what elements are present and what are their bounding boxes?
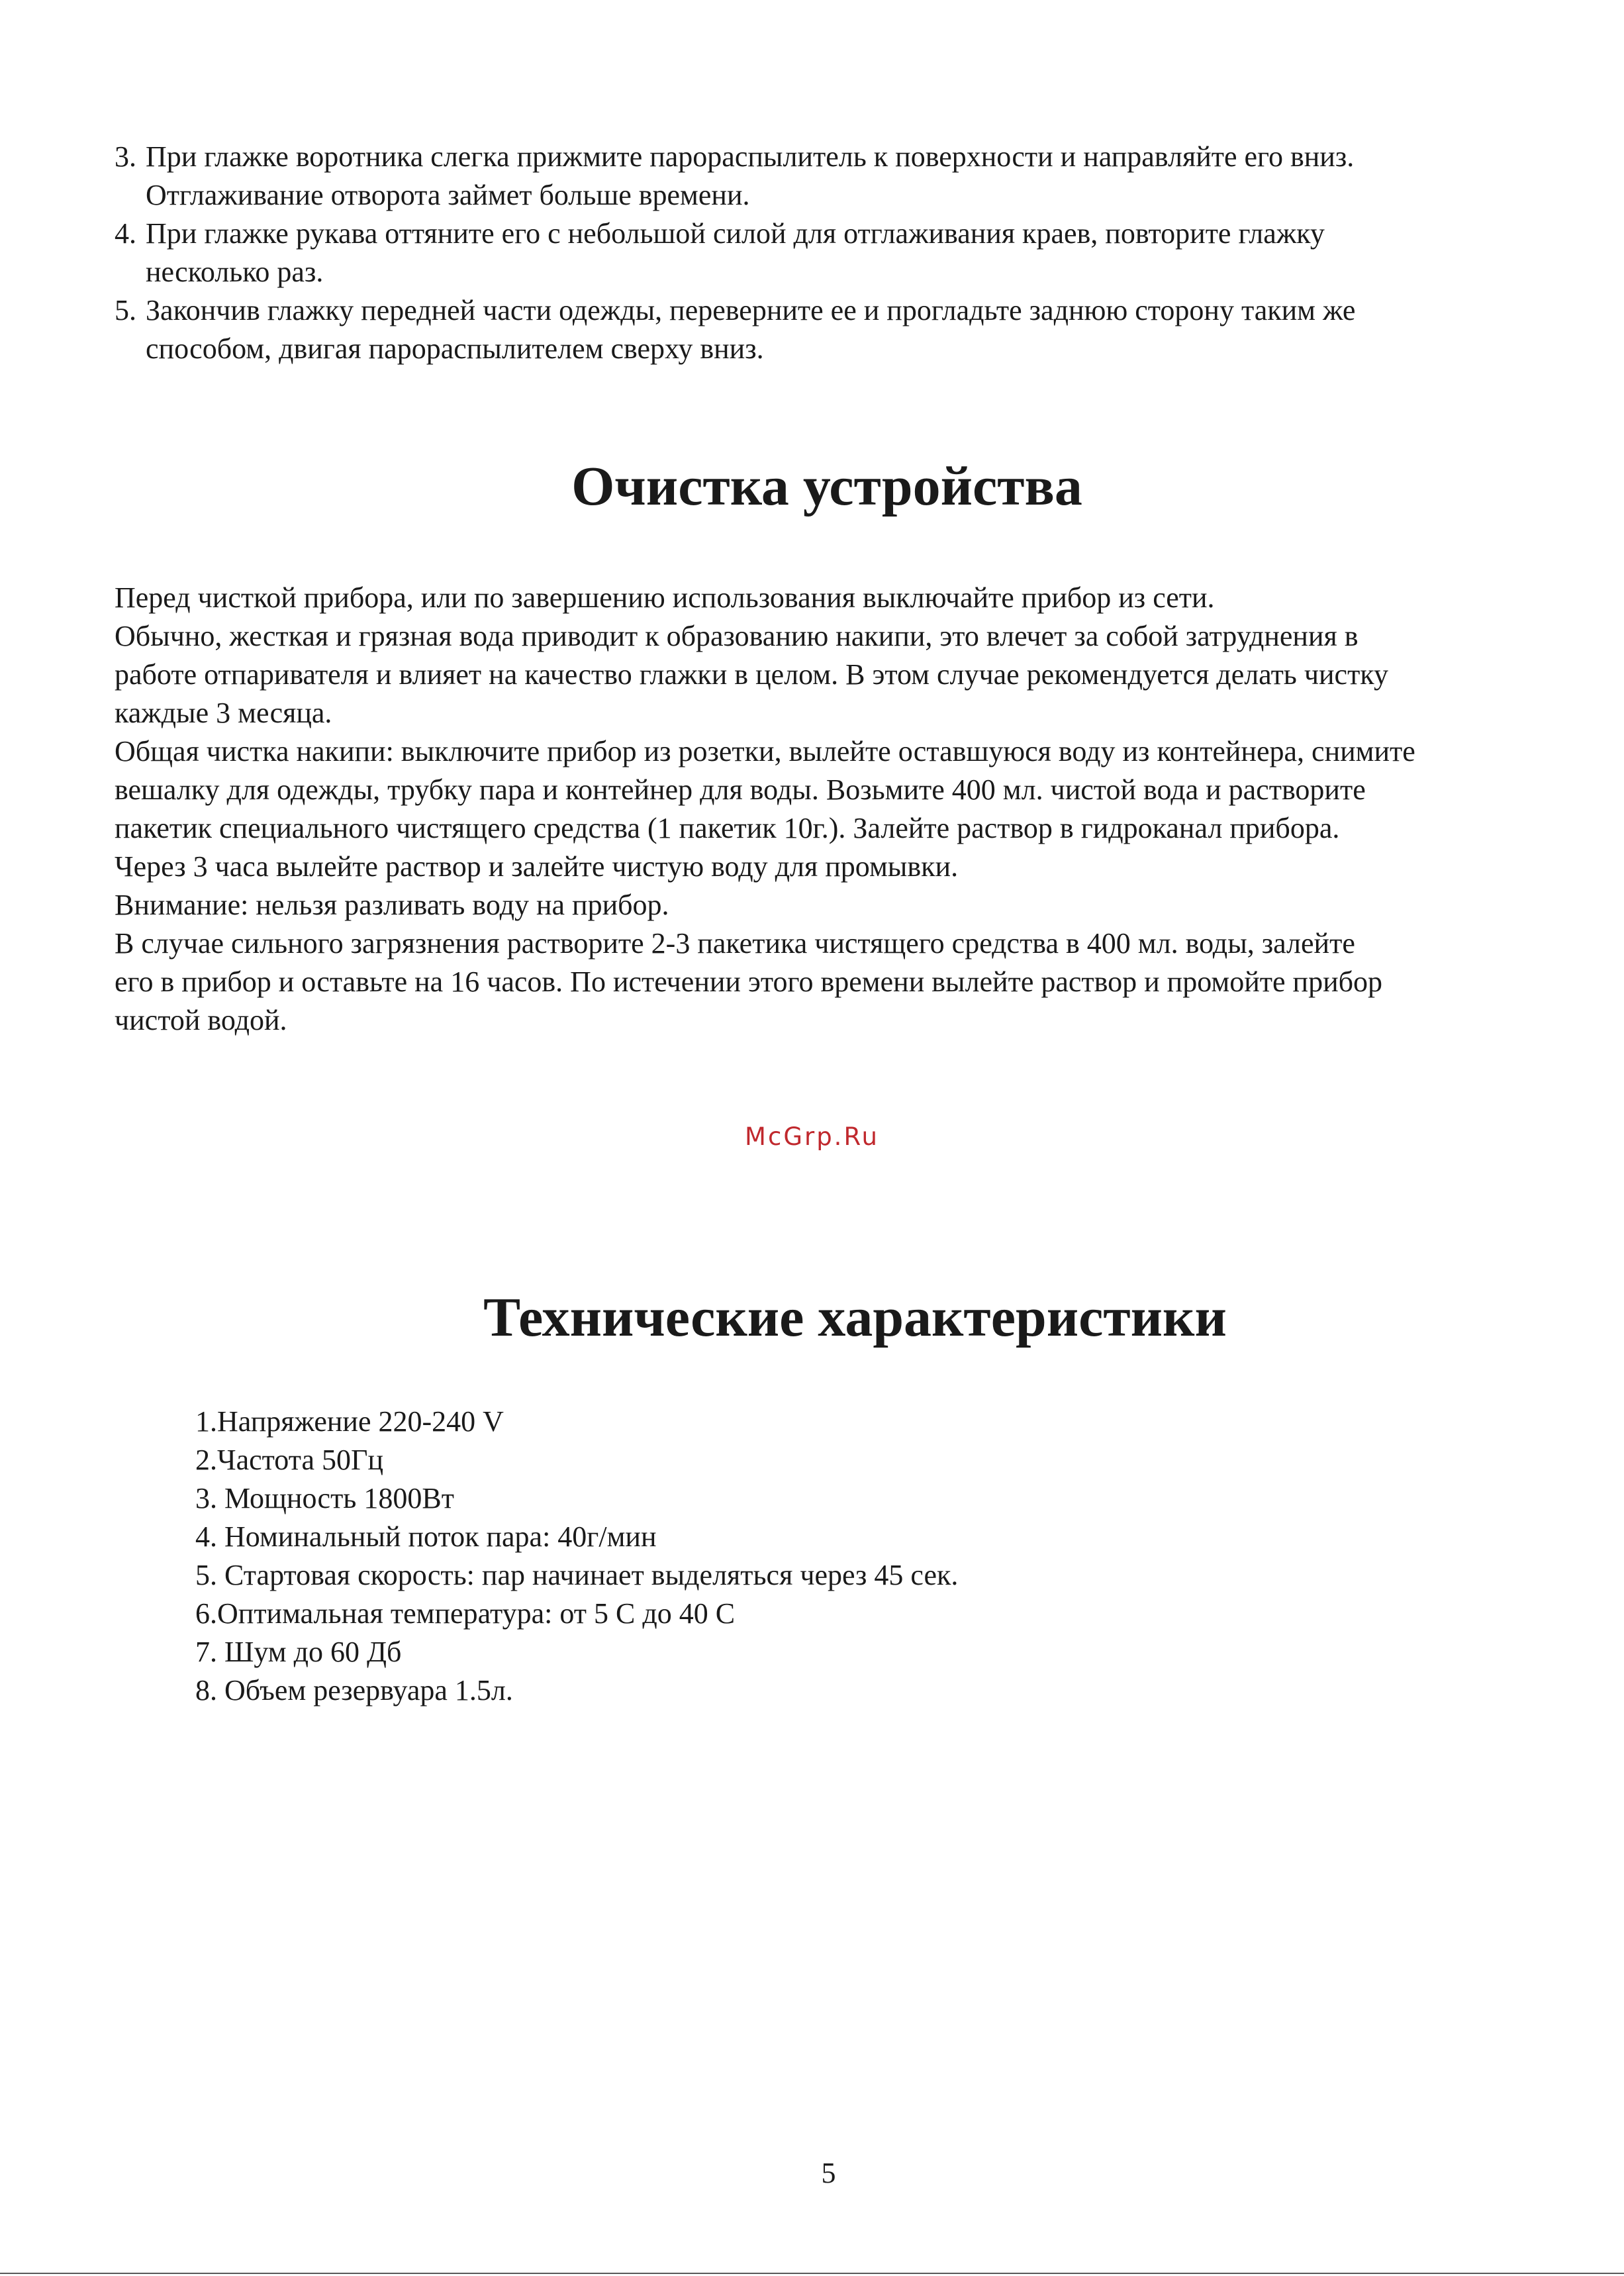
instruction-item-5 [115, 291, 1545, 368]
item-number: 4. [115, 217, 136, 250]
spec-item: 2.Частота 50Гц [195, 1444, 384, 1476]
cleaning-line: вешалку для одежды, трубку пара и контейнер для воды. Возьмите 400 мл. чистой вода и растворите [115, 773, 1366, 806]
cleaning-line: чистой водой. [115, 1004, 287, 1036]
specs-list [195, 1403, 1453, 1710]
cleaning-heading: Очистка устройства [571, 456, 1082, 517]
cleaning-line: каждые 3 месяца. [115, 697, 332, 729]
item-number: 5. [115, 294, 136, 326]
spec-item: 3. Мощность 1800Вт [195, 1482, 454, 1514]
cleaning-line: Перед чисткой прибора, или по завершению использования выключайте прибор из сети. [115, 581, 1215, 614]
spec-item: 6.Оптимальная температура: от 5 С до 40 С [195, 1597, 736, 1630]
cleaning-line: Обычно, жесткая и грязная вода приводит к образованию накипи, это влечет за собой затруднения в [115, 620, 1359, 652]
cleaning-line: его в прибор и оставьте на 16 часов. По истечении этого времени вылейте раствор и промойте прибор [115, 965, 1383, 998]
page-bottom-divider [0, 2273, 1624, 2274]
cleaning-line: Через 3 часа вылейте раствор и залейте чистую воду для промывки. [115, 850, 959, 883]
cleaning-line: пакетик специального чистящего средства (1 пакетик 10г.). Залейте раствор в гидроканал прибора. [115, 812, 1340, 844]
instruction-item-3 [115, 138, 1545, 215]
instruction-item-4 [115, 215, 1545, 291]
cleaning-body [115, 579, 1551, 1040]
item-line: При глажке рукава оттяните его с небольшой силой для отглаживания краев, повторите глажку [146, 217, 1325, 250]
spec-item: 1.Напряжение 220-240 V [195, 1405, 504, 1438]
cleaning-line: В случае сильного загрязнения растворите 2-3 пакетика чистящего средства в 400 мл. воды, залейте [115, 927, 1355, 960]
item-line: Закончив глажку передней части одежды, переверните ее и прогладьте заднюю сторону таким же [146, 294, 1356, 326]
spec-item: 4. Номинальный поток пара: 40г/мин [195, 1520, 657, 1553]
cleaning-line: Внимание: нельзя разливать воду на прибор. [115, 889, 669, 921]
cleaning-line: Общая чистка накипи: выключите прибор из розетки, вылейте оставшуюся воду из контейнера, снимите [115, 735, 1415, 767]
item-line: Отглаживание отворота займет больше времени. [146, 179, 750, 211]
instruction-list [115, 138, 1545, 368]
spec-item: 8. Объем резервуара 1.5л. [195, 1674, 513, 1707]
page-number: 5 [821, 2157, 836, 2189]
item-line: При глажке воротника слегка прижмите парораспылитель к поверхности и направляйте его вниз. [146, 140, 1355, 173]
watermark: McGrp.Ru [745, 1122, 879, 1151]
specs-heading: Технические характеристики [483, 1287, 1227, 1348]
item-line: несколько раз. [146, 256, 324, 288]
spec-item: 5. Стартовая скорость: пар начинает выделяться через 45 сек. [195, 1559, 959, 1591]
cleaning-line: работе отпаривателя и влияет на качество глажки в целом. В этом случае рекомендуется делать чистку [115, 658, 1389, 691]
item-line: способом, двигая парораспылителем сверху вниз. [146, 332, 764, 365]
spec-item: 7. Шум до 60 Дб [195, 1636, 402, 1668]
item-number: 3. [115, 140, 136, 173]
